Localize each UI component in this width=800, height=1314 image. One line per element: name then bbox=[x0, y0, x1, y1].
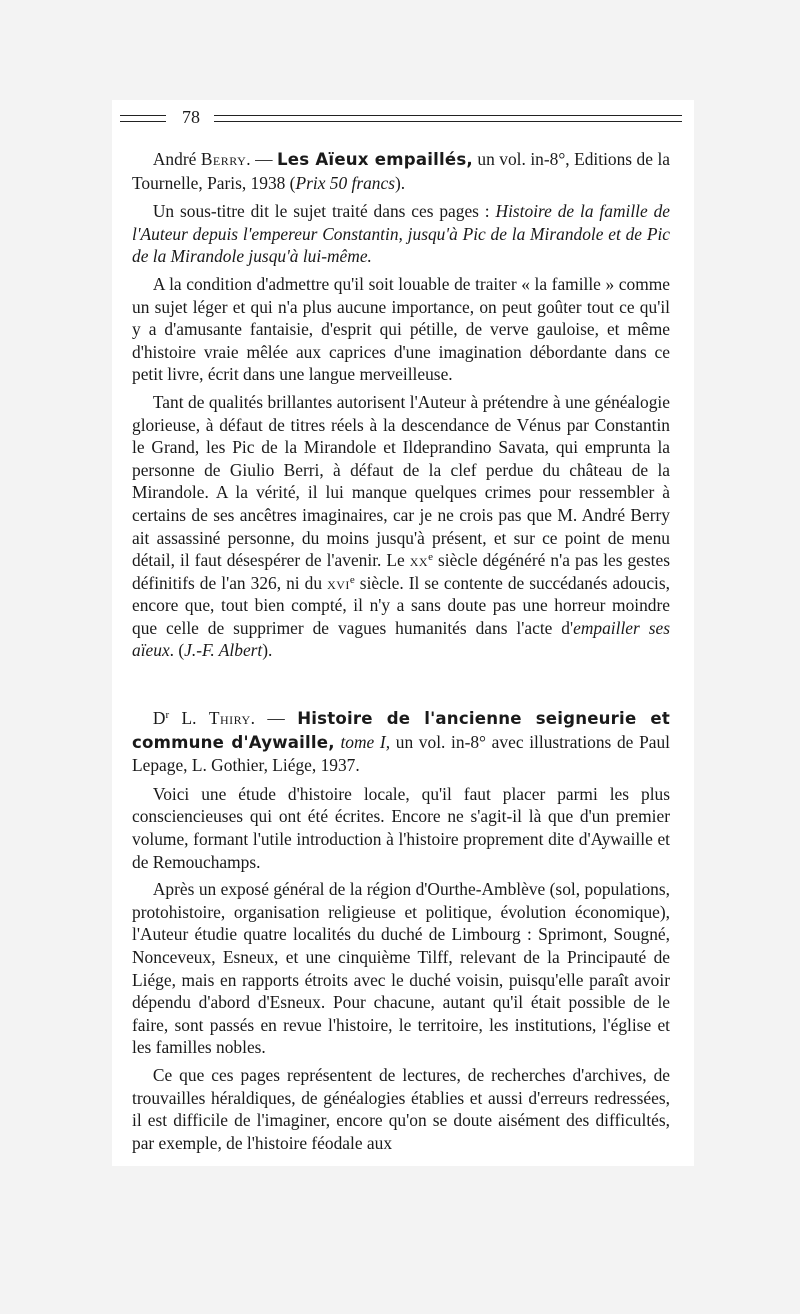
author-prefix: D bbox=[152, 708, 166, 729]
price-info: Prix 50 francs bbox=[295, 172, 395, 193]
paragraph-text: ). bbox=[262, 640, 273, 661]
publication-info: un vol. in-8°, Editions de la Tournelle, Paris, 1938 ( bbox=[132, 149, 670, 193]
section-gap bbox=[132, 667, 670, 707]
heading-dash: . — bbox=[250, 708, 285, 729]
review-paragraph: Après un exposé général de la région d'Ourthe-Amblève (sol, populations, protohistoire, organisation religieuse et politique, évolution économique), l'Auteur étudie quatre localités du duché de Limbourg : Sprimont, Sougné, Nonceveux, Esneux, et une cinquième Tilff, relevant de la Principauté de Liége, mais en rapports étroits avec le duché voisin, puisqu'elle paraît avoir dépendu d'abord d'Esneux. Pour chacune, autant qu'il était possible de le faire, sont passés en revue l'histoire, le territoire, les institutions, l'église et les familles nobles. bbox=[132, 879, 670, 1058]
review-berry bbox=[132, 148, 670, 662]
paragraph-text: Tant de qualités brillantes autorisent l'Auteur à prétendre à une généalogie glorieuse, à défaut de titres réels à la descendance de Vénus par Constantin le Grand, les Pic de la Mirandole et Ildeprandino Savata, qui emprunta la personne de Giulio Berri, à défaut de la clef perdue du château de la Mirandole. A la vérité, il lui manque quelques crimes pour ressembler à certains de ses ancêtres imaginaires, car je ne crois pas que M. André Berry ait assassiné personne, du moins jusqu'à présent, et sur ce point de menu détail, il faut désespérer de l'avenir. Le bbox=[132, 391, 670, 571]
reviewer-signature: J.-F. Albert bbox=[184, 640, 263, 661]
author-first-name: L. bbox=[181, 708, 197, 729]
review-paragraph: Ce que ces pages représentent de lectures, de recherches d'archives, de trouvailles héraldiques, de généalogies établies et aussi d'erreurs redressées, il est difficile de l'imaginer, encore qu'on se doute aisément des difficultés, par exemple, de l'histoire féodale aux bbox=[132, 1064, 670, 1153]
author-last-name: Thiry bbox=[208, 708, 251, 729]
review-paragraph: A la condition d'admettre qu'il soit louable de traiter « la famille » comme un sujet léger et qui n'a plus aucune importance, on peut goûter tout ce qu'il y a d'amusante fantaisie, d'esprit qui pétille, de verve gauloise, et même d'histoire vraie mêlée aux caprices d'une imagination débordante dans ce petit livre, écrit dans une langue merveilleuse. bbox=[132, 273, 670, 385]
page-header bbox=[120, 106, 682, 128]
publication-info-end: ). bbox=[395, 172, 406, 193]
review-paragraph: Voici une étude d'histoire locale, qu'il faut placer parmi les plus consciencieuses qui ont été écrites. Encore ne s'agit-il là que d'un premier volume, formant l'utile introduction à l'histoire proprement dite d'Aywaille et de Remouchamps. bbox=[132, 783, 670, 872]
century-suffix: e bbox=[428, 551, 433, 564]
header-rule-left bbox=[120, 115, 166, 122]
review-heading bbox=[132, 148, 670, 194]
author-first-name: André bbox=[152, 149, 197, 169]
tome-info: tome I, bbox=[340, 731, 391, 752]
review-thiry bbox=[132, 707, 670, 1154]
review-paragraph bbox=[132, 200, 670, 268]
paragraph-text: siècle dégénéré n'a pas les gestes définitifs de l'an 326, ni du bbox=[132, 550, 670, 593]
heading-dash: . — bbox=[246, 149, 273, 169]
review-paragraph bbox=[132, 391, 670, 662]
page-number: 78 bbox=[182, 107, 200, 127]
author-last-name: Berry bbox=[200, 149, 247, 169]
page-content bbox=[132, 148, 670, 1159]
century-numeral: xvi bbox=[327, 572, 350, 593]
publication-info: un vol. in-8° avec illustrations de Paul Lepage, L. Gothier, Liége, 1937. bbox=[132, 731, 670, 776]
book-title: Les Aïeux empaillés, bbox=[276, 150, 473, 169]
review-heading bbox=[132, 707, 670, 777]
paragraph-text: siècle. Il se contente de succédanés adoucis, encore que, tout bien compté, il n'y a sans doute pas une horreur moindre que celle de supprimer de vagues humanités dans l'acte d' bbox=[132, 572, 670, 638]
book-subtitle: Histoire de la famille de l'Auteur depuis l'empereur Constantin, jusqu'à Pic de la Mirandole et de Pic de la Mirandole jusqu'à lui-même. bbox=[132, 201, 670, 267]
century-suffix: e bbox=[349, 573, 355, 586]
book-title: Histoire de l'ancienne seigneurie et commune d'Aywaille, bbox=[132, 709, 670, 752]
subtitle-intro: Un sous-titre dit le sujet traité dans ces pages : bbox=[152, 201, 496, 222]
header-rule-right bbox=[214, 115, 682, 122]
author-prefix-suffix: r bbox=[165, 709, 170, 722]
century-numeral: xx bbox=[409, 550, 429, 571]
italic-phrase: empailler ses aïeux bbox=[132, 617, 670, 661]
paragraph-text: . ( bbox=[169, 640, 185, 661]
book-page bbox=[112, 100, 694, 1166]
